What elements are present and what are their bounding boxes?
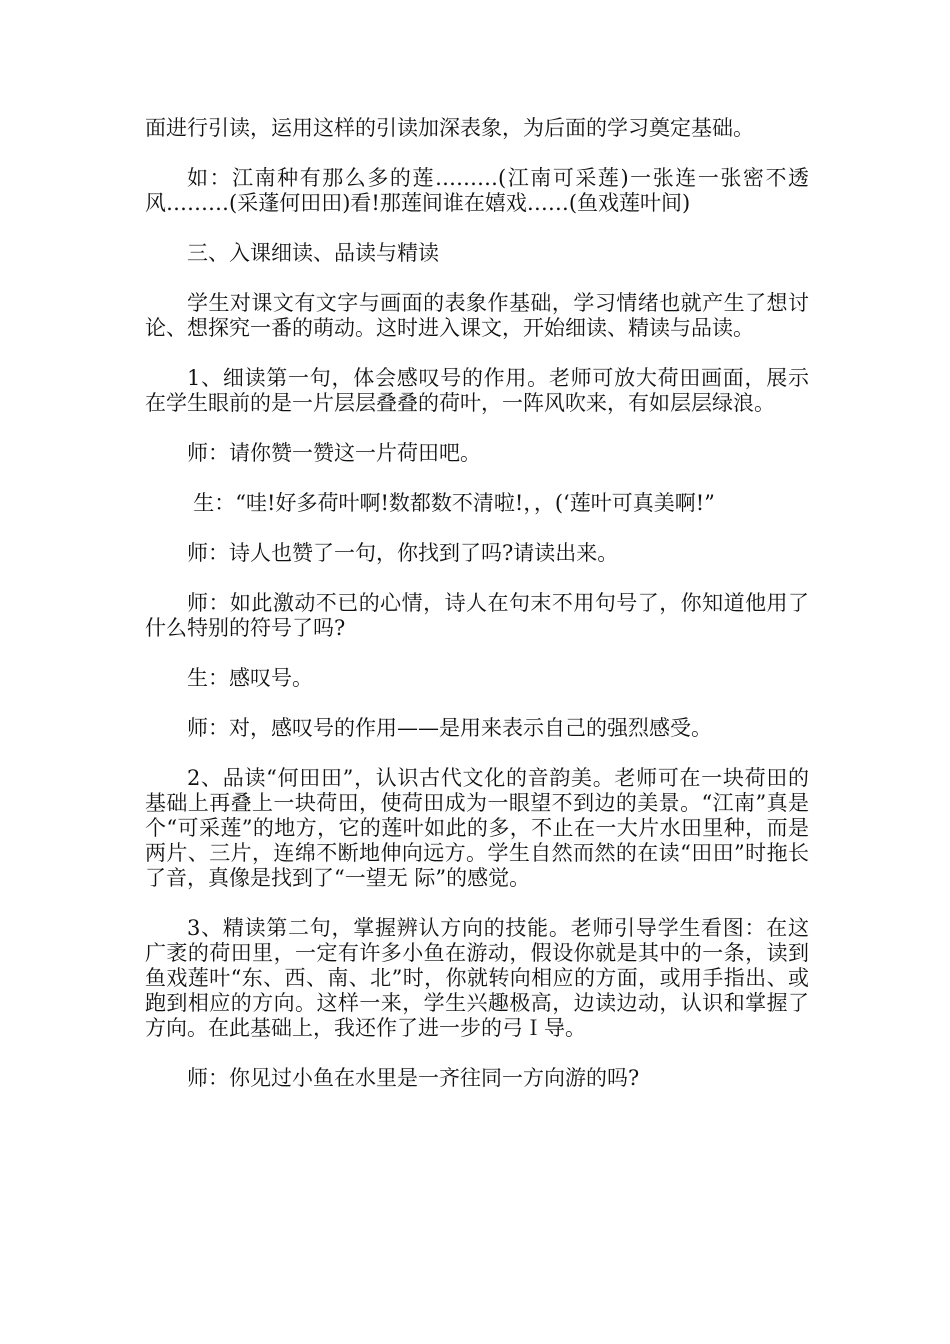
- dialogue-student-praise: 生：“哇!好多荷叶啊!数都数不清啦!，，(‘莲叶可真美啊!”: [193, 491, 715, 515]
- dialogue-student-answer: 生：感叹号。: [187, 666, 313, 690]
- dialogue-teacher-praise: 师：请你赞一赞这一片荷田吧。: [187, 441, 481, 465]
- paragraph-intro-continuation: 面进行引读，运用这样的引读加深表象，为后面的学习奠定基础。: [145, 116, 754, 140]
- paragraph-step-one: 1、细读第一句，体会感叹号的作用。老师可放大荷田画面，展示在学生眼前的是一片层层叠叠的荷叶，一阵风吹来，有如层层绿浪。: [145, 366, 809, 415]
- dialogue-teacher-symbol: 师：如此激动不已的心情，诗人在句末不用句号了，你知道他用了什么特别的符号了吗?: [145, 591, 809, 640]
- paragraph-step-two: 2、品读“何田田”，认识古代文化的音韵美。老师可在一块荷田的基础上再叠上一块荷田，使荷田成为一眼望不到边的美景。“江南”真是个“可采莲”的地方，它的莲叶如此的多，不止在一大片水田里种，而是两片、三片，连绵不断地伸向远方。学生自然而然的在读“田田”时拖长了音，真像是找到了“一望无 际”的感觉。: [145, 766, 809, 890]
- paragraph-student-basis: 学生对课文有文字与画面的表象作基础，学习情绪也就产生了想讨论、想探究一番的萌动。这时进入课文，开始细读、精读与品读。: [145, 291, 809, 340]
- section-heading-reading: 三、入课细读、品读与精读: [187, 241, 439, 265]
- dialogue-teacher-fish: 师：你见过小鱼在水里是一齐往同一方向游的吗?: [187, 1066, 640, 1090]
- dialogue-teacher-find: 师：诗人也赞了一句，你找到了吗?请读出来。: [187, 541, 619, 565]
- paragraph-example-reading: 如：江南种有那么多的莲………(江南可采莲)一张连一张密不透风………(采蓬何田田)看!那莲间谁在嬉戏……(鱼戏莲叶间): [145, 166, 809, 215]
- paragraph-step-three: 3、精读第二句，掌握辨认方向的技能。老师引导学生看图：在这广袤的荷田里，一定有许多小鱼在游动，假设你就是其中的一条，读到鱼戏莲叶“东、西、南、北”时，你就转向相应的方面，或用手指出、或跑到相应的方向。这样一来，学生兴趣极高，边读边动，认识和掌握了方向。在此基础上，我还作了进一步的弓Ｉ导。: [145, 916, 809, 1040]
- dialogue-teacher-explain: 师：对，感叹号的作用——是用来表示自己的强烈感受。: [187, 716, 712, 740]
- document-page: [145, 116, 809, 1116]
